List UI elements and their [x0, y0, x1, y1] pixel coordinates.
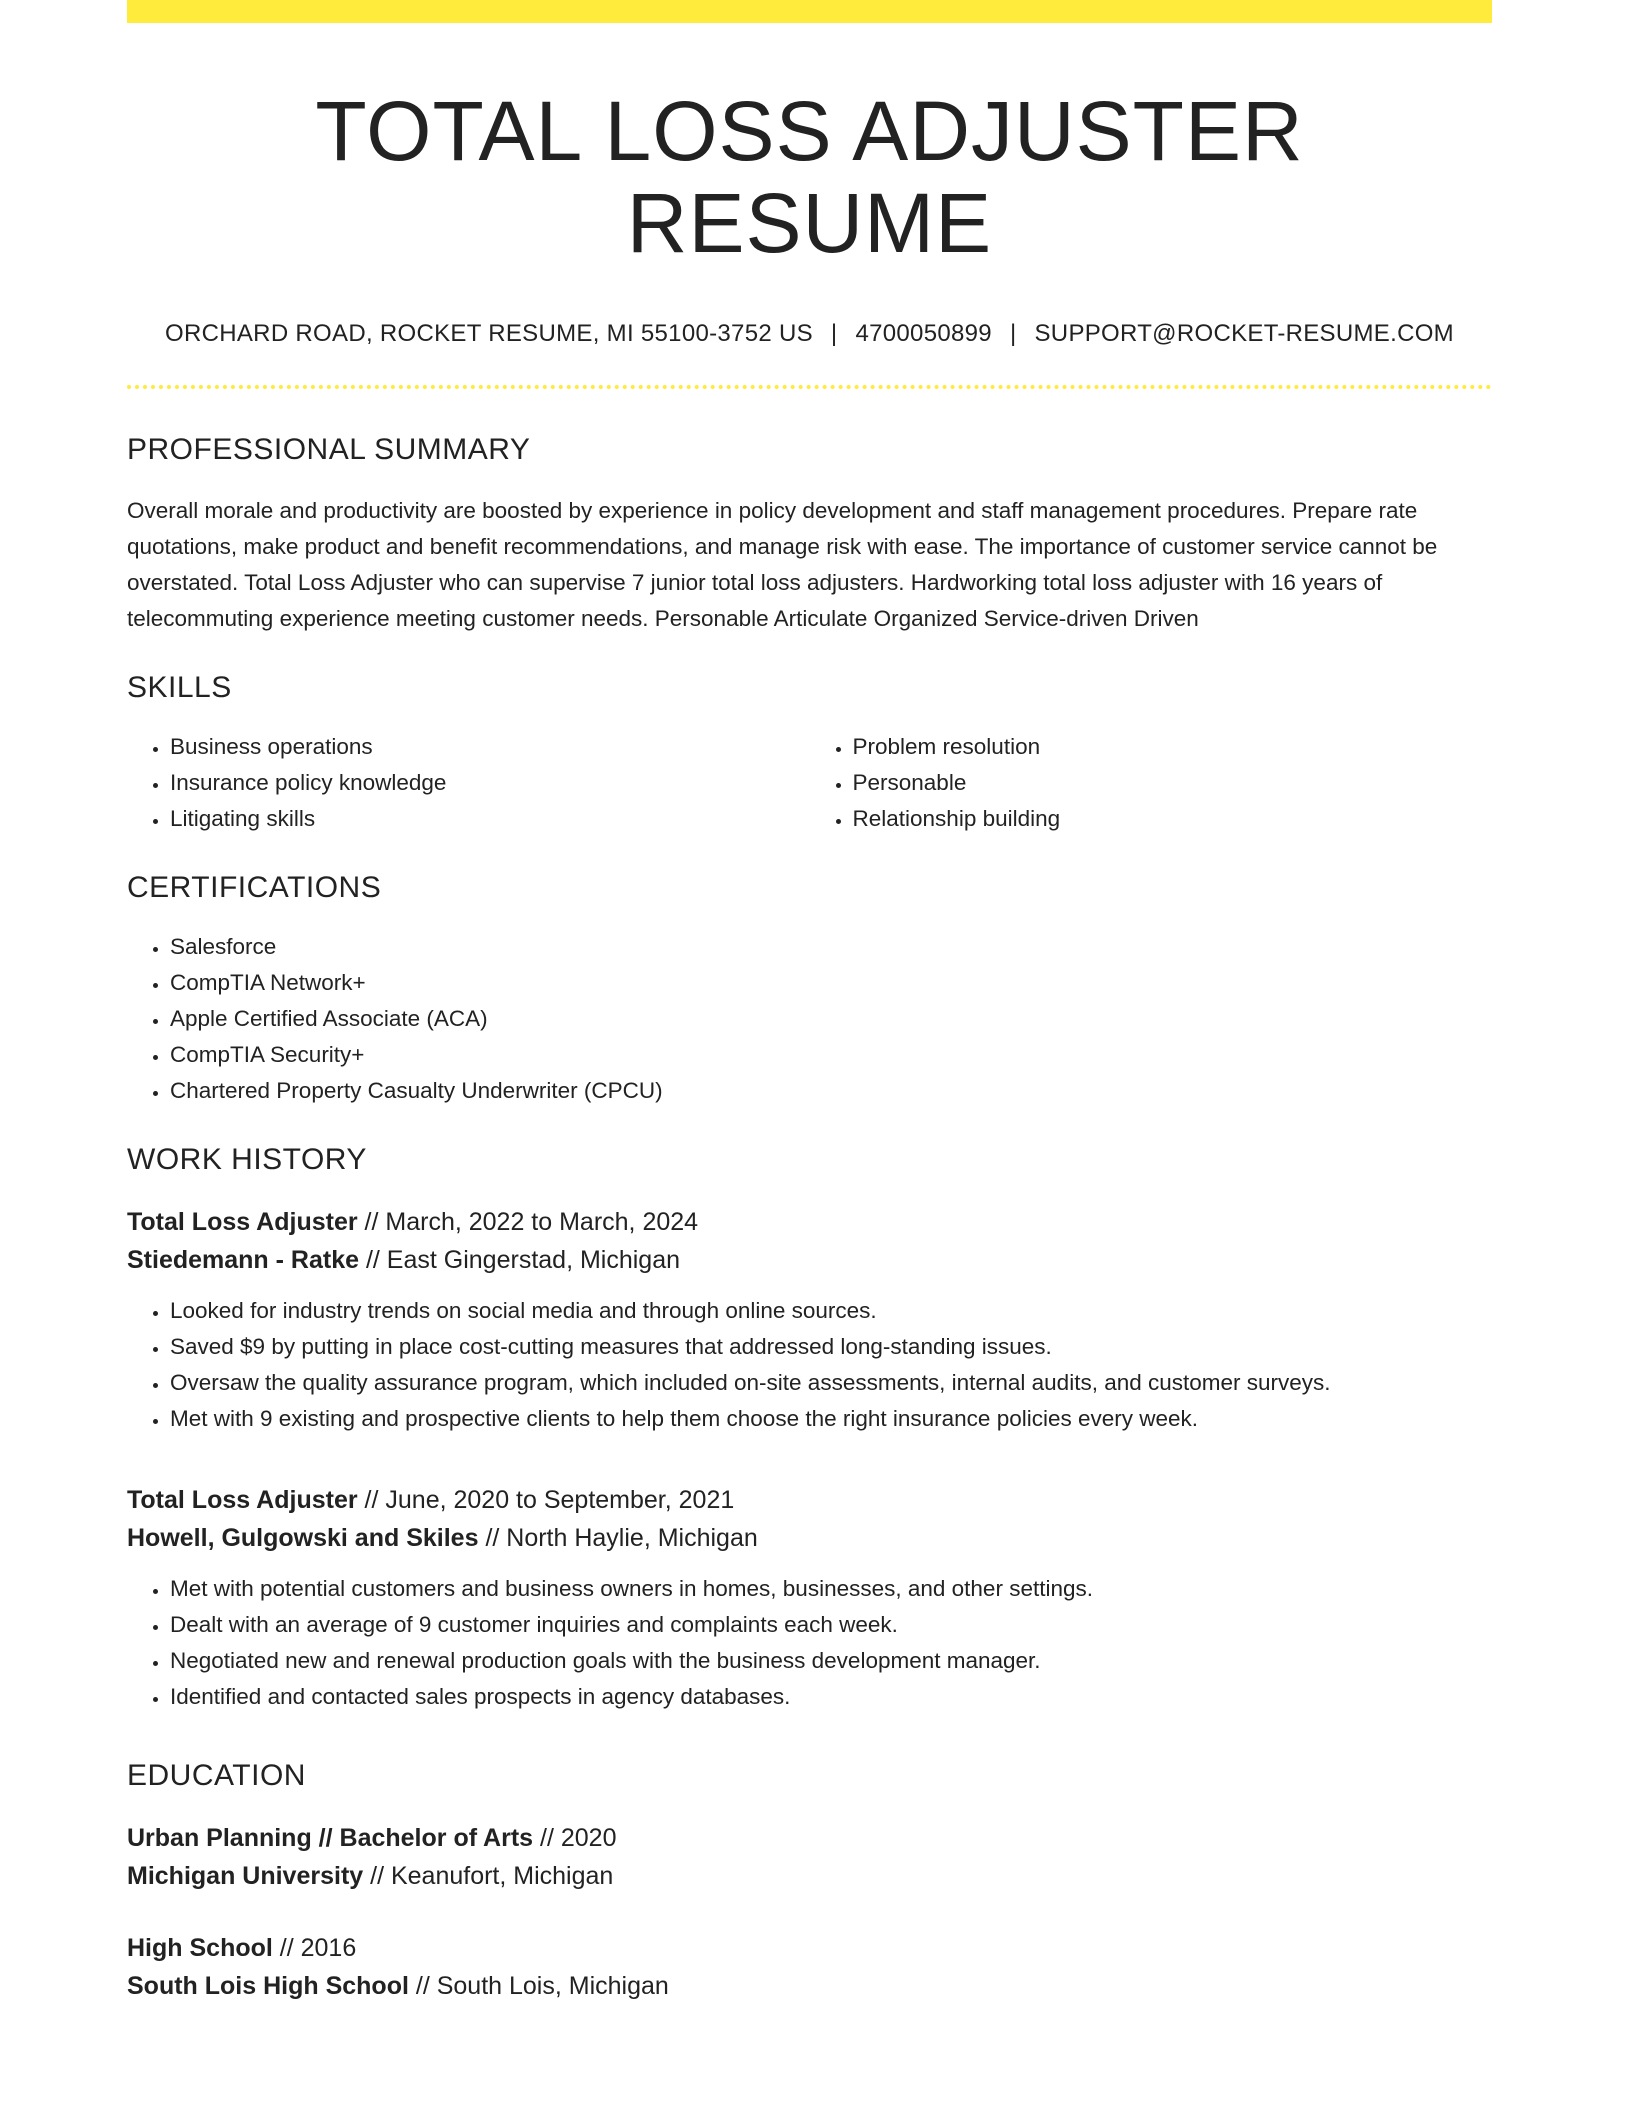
school-location: // Keanufort, Michigan — [370, 1861, 614, 1890]
degree-line — [127, 1819, 1492, 1857]
job-dates: // March, 2022 to March, 2024 — [364, 1207, 699, 1236]
skill-item: • Litigating skills — [170, 801, 810, 837]
job-bullets — [127, 1293, 1492, 1437]
job-title: Total Loss Adjuster — [127, 1207, 358, 1236]
job-company: Stiedemann - Ratke — [127, 1245, 360, 1274]
certification-item: • CompTIA Network+ — [170, 965, 1492, 1001]
education-entry — [127, 1819, 1492, 1895]
job-entry — [127, 1203, 1492, 1437]
job-company-line — [127, 1519, 1492, 1557]
resume-page — [127, 0, 1492, 2005]
skill-item: • Business operations — [170, 729, 810, 765]
job-bullet: • Saved $9 by putting in place cost-cutting measures that addressed long-standing issues. — [170, 1329, 1492, 1365]
skills-section — [127, 671, 1492, 837]
certification-item: • Apple Certified Associate (ACA) — [170, 1001, 1492, 1037]
certifications-heading: CERTIFICATIONS — [127, 870, 382, 904]
work-history-heading: WORK HISTORY — [127, 1142, 367, 1176]
school-line — [127, 1967, 1492, 2005]
education-heading: EDUCATION — [127, 1758, 306, 1792]
skills-list-right — [810, 729, 1493, 837]
job-title-line — [127, 1481, 1492, 1519]
education-entry — [127, 1929, 1492, 2005]
summary-section — [127, 433, 1492, 637]
job-title: Total Loss Adjuster — [127, 1485, 358, 1514]
certifications-section — [127, 871, 1492, 1109]
skill-item: • Insurance policy knowledge — [170, 765, 810, 801]
job-company: Howell, Gulgowski and Skiles — [127, 1523, 479, 1552]
job-bullet: • Met with potential customers and business owners in homes, businesses, and other settings. — [170, 1571, 1492, 1607]
job-bullets — [127, 1571, 1492, 1715]
skills-list-left — [127, 729, 810, 837]
top-accent-bar — [127, 0, 1492, 23]
degree: High School — [127, 1933, 273, 1962]
school-name: South Lois High School — [127, 1971, 409, 2000]
job-dates: // June, 2020 to September, 2021 — [364, 1485, 735, 1514]
job-bullet: • Oversaw the quality assurance program, which included on-site assessments, internal audits, and customer surveys. — [170, 1365, 1492, 1401]
job-bullet: • Dealt with an average of 9 customer inquiries and complaints each week. — [170, 1607, 1492, 1643]
summary-text: Overall morale and productivity are boosted by experience in policy development and staff management procedures. Prepare rate quotations, make product and benefit recommendations, and manage risk with ease. The importance of customer service cannot be overstated. Total Loss Adjuster who can supervise 7 junior total loss adjusters. Hardworking total loss adjuster with 16 years of telecommuting experience meeting customer needs. Personable Articulate Organized Service-driven Driven — [127, 497, 1438, 631]
school-name: Michigan University — [127, 1861, 364, 1890]
graduation-year: // 2020 — [540, 1823, 617, 1852]
job-bullet: • Identified and contacted sales prospects in agency databases. — [170, 1679, 1492, 1715]
skill-item: • Relationship building — [853, 801, 1493, 837]
contact-line — [127, 320, 1492, 348]
degree-line — [127, 1929, 1492, 1967]
skill-item: • Problem resolution — [853, 729, 1493, 765]
certifications-list — [127, 929, 1492, 1109]
job-company-line — [127, 1241, 1492, 1279]
contact-phone: 4700050899 — [855, 319, 992, 347]
contact-separator: | — [830, 319, 838, 347]
certification-item: • Chartered Property Casualty Underwriter (CPCU) — [170, 1073, 1492, 1109]
job-location: // North Haylie, Michigan — [485, 1523, 758, 1552]
certification-item: • Salesforce — [170, 929, 1492, 965]
job-title-line — [127, 1203, 1492, 1241]
graduation-year: // 2016 — [279, 1933, 357, 1962]
school-location: // South Lois, Michigan — [415, 1971, 669, 2000]
job-bullet: • Looked for industry trends on social media and through online sources. — [170, 1293, 1492, 1329]
summary-heading: PROFESSIONAL SUMMARY — [127, 432, 531, 466]
degree: Urban Planning // Bachelor of Arts — [127, 1823, 534, 1852]
job-bullet: • Met with 9 existing and prospective clients to help them choose the right insurance policies every week. — [170, 1401, 1492, 1437]
resume-title: TOTAL LOSS ADJUSTER RESUME — [315, 84, 1304, 271]
contact-separator: | — [1009, 319, 1017, 347]
work-history-section — [127, 1143, 1492, 1715]
school-line — [127, 1857, 1492, 1895]
job-entry — [127, 1481, 1492, 1715]
dotted-divider — [127, 385, 1492, 389]
job-bullet: • Negotiated new and renewal production goals with the business development manager. — [170, 1643, 1492, 1679]
skills-grid — [127, 729, 1492, 837]
skill-item: • Personable — [853, 765, 1493, 801]
skills-heading: SKILLS — [127, 670, 232, 704]
job-location: // East Gingerstad, Michigan — [365, 1245, 681, 1274]
contact-email: SUPPORT@ROCKET-RESUME.COM — [1034, 319, 1454, 347]
contact-address: ORCHARD ROAD, ROCKET RESUME, MI 55100-3752 US — [165, 319, 813, 347]
education-section — [127, 1759, 1492, 2005]
certification-item: • CompTIA Security+ — [170, 1037, 1492, 1073]
